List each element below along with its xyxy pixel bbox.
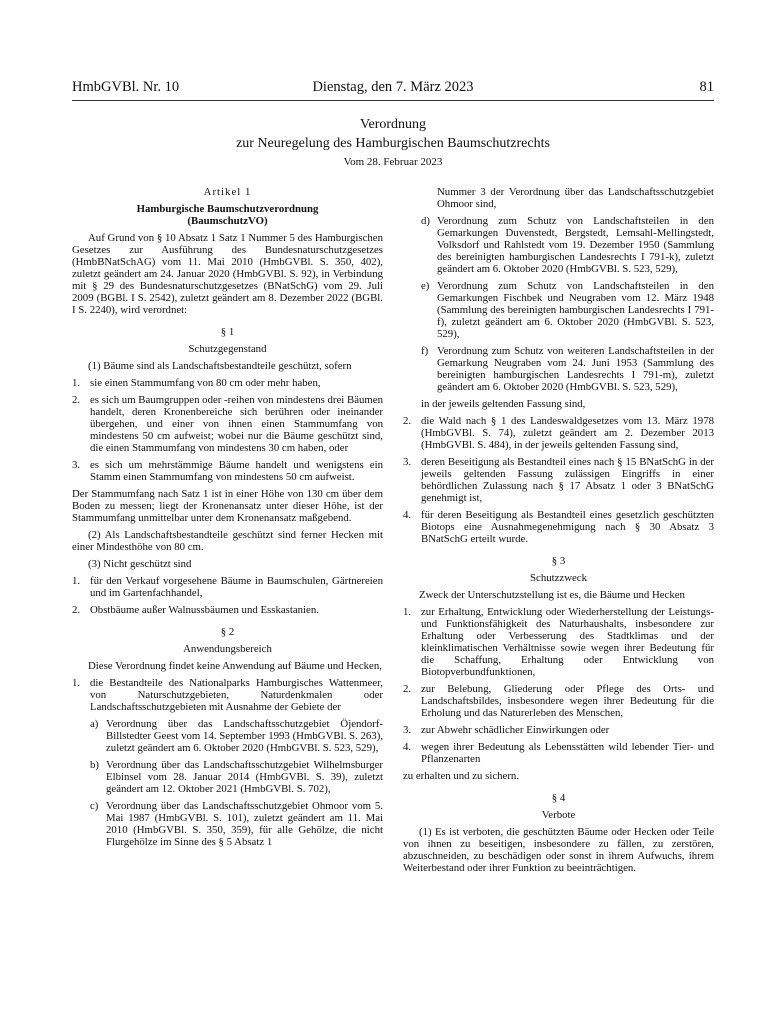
list-item: 3. zur Abwehr schädlicher Einwirkungen oder [403,724,610,736]
paragraph: Diese Verordnung findet keine Anwendung auf Bäume und Hecken, [88,660,382,672]
sub-list-item: d) Verordnung zum Schutz von Landschaftsteilen in den Gemarkungen Duvenstedt, Bergstedt, Lemsahl-Mellingstedt, Volksdorf und Rahlstedt vom 19. Dezember 1950 (Sammlung des bereinigten hamburgischen Landesrechts I 791-k), zuletzt geändert am 6. Oktober 2020 (HmbGVBl. S. 523, 529), [421,215,714,275]
section-number: § 2 [220,626,235,638]
paragraph: zu erhalten und zu sichern. [403,770,520,782]
issue-date: Dienstag, den 7. März 2023 [312,79,474,95]
sub-list-item: f) Verordnung zum Schutz von weiteren Landschaftsteilen in der Gemarkung Neugraben vom 24. Juni 1953 (Sammlung des bereinigten hamburgischen Landesrechts I 791-m), zuletzt geändert am 6. Oktober 2020 (HmbGVBl. S. 523, 529), [421,345,714,393]
right-column [403,186,714,879]
sub-list-item: e) Verordnung zum Schutz von Landschaftsteilen in den Gemarkungen Fischbek und Neugraben vom 12. März 1948 (Sammlung des bereinigten hamburgischen Landesrechts I 791-f), zuletzt geändert am 6. Oktober 2020 (HmbGVBl. S. 523, 529), [421,280,714,340]
list-item: 4. wegen ihrer Bedeutung als Lebensstätten wild lebender Tier- und Pflanzenarten [403,741,714,765]
left-column [72,186,383,853]
article-title: Hamburgische Baumschutzverordnung [136,203,319,215]
list-item: 2. die Wald nach § 1 des Landeswaldgesetzes vom 13. März 1978 (HmbGVBl. S. 74), zuletzt geändert am 2. Dezember 2013 (HmbGVBl. S. 484), in der jeweils geltenden Fassung sind, [403,415,714,451]
page-number: 81 [699,79,714,95]
continued-text: Nummer 3 der Verordnung über das Landschaftsschutzgebiet Ohmoor sind, [437,186,714,210]
article-title-abbrev: (BaumschutzVO) [187,215,268,227]
section-title: Schutzgegenstand [188,343,267,355]
document-subtitle: zur Neuregelung des Hamburgischen Baumschutzrechts [236,136,550,151]
section-number: § 1 [220,326,235,338]
section-title: Verbote [541,809,576,821]
document-date: Vom 28. Februar 2023 [343,156,443,168]
list-item: 1. die Bestandteile des Nationalparks Hamburgisches Wattenmeer, von Naturschutzgebieten, Naturdenkmalen oder Landschaftsschutzgebieten mit Ausnahme der Gebiete der [72,677,383,713]
list-item: 3. deren Beseitigung als Bestandteil eines nach § 15 BNatSchG in der jeweils geltenden Fassung zulässigen Eingriffs in einer behördlichen Zulassung nach § 17 Absatz 1 oder 3 BNatSchG genehmigt ist, [403,456,714,504]
sub-list-item: c) Verordnung über das Landschaftsschutzgebiet Ohmoor vom 5. Mai 1987 (HmbGVBl. S. 101), zuletzt geändert am 11. Mai 2010 (HmbGVBl. S. 350, 359), für alle Gehölze, die nicht Flurgehölze im Sinne des § 5 Absatz 1 [90,800,383,848]
preamble: Auf Grund von § 10 Absatz 1 Satz 1 Nummer 5 des Hamburgischen Gesetzes zur Ausführung des Bundesnaturschutzgesetzes (HmbBNatSchAG) vom 11. Mai 2010 (HmbGVBl. S. 350, 402), zuletzt geändert am 24. Januar 2020 (HmbGVBl. S. 92), in Verbindung mit § 29 des Bundesnaturschutzgesetzes (BNatSchG) vom 29. Juli 2009 (BGBl. I S. 2542), zuletzt geändert am 8. Dezember 2022 (BGBl. I S. 2240), wird verordnet: [72,232,383,316]
article-heading: Artikel 1 [203,186,252,198]
paragraph: (1) Bäume sind als Landschaftsbestandteile geschützt, sofern [88,360,352,372]
section-title: Schutzzweck [530,572,587,584]
list-item: 1. zur Erhaltung, Entwicklung oder Wiederherstellung der Leistungs- und Funktionsfähigkeit des Naturhaushalts, insbesondere zur Erhaltung oder Verbesserung des Stadtklimas und der kleinklimatischen Verhältnisse sowie wegen ihrer Bedeutung für die Schaffung, Erhaltung oder Entwicklung von Biotopverbundfunktionen, [403,606,714,678]
list-item: 4. für deren Beseitigung als Bestandteil eines gesetzlich geschützten Biotops eine Ausnahmegenehmigung nach § 30 Absatz 3 BNatSchG erteilt wurde. [403,509,714,545]
gazette-issue: HmbGVBl. Nr. 10 [72,79,180,95]
paragraph: Zweck der Unterschutzstellung ist es, die Bäume und Hecken [419,589,685,601]
section-title: Anwendungsbereich [183,643,272,655]
list-item: 3. es sich um mehrstämmige Bäume handelt und wenigstens ein Stamm einen Stammumfang von mindestens 50 cm aufweist. [72,459,383,483]
section-number: § 4 [551,792,566,804]
list-item: 2. es sich um Baumgruppen oder -reihen von mindestens drei Bäumen handelt, deren Kronenbereiche sich berühren oder ineinander übergehen, und einer von ihnen einen Stammumfang von mindestens 50 cm aufweist; wobei nur die Bäume geschützt sind, die einen Stammumfang von mindestens 30 cm haben, oder [72,394,383,454]
section-number: § 3 [551,555,566,567]
list-item: 1. sie einen Stammumfang von 80 cm oder mehr haben, [72,377,321,389]
paragraph: (1) Es ist verboten, die geschützten Bäume oder Hecken oder Teile von ihnen zu beseitigen, insbesondere zu fällen, zu zerstören, abzuschneiden, zu beschädigen oder sonst in ihrem Aufwuchs, ihrem Weiterbestand oder ihrer Funktion zu beeinträchtigen. [403,826,714,874]
document-title: Verordnung [359,117,427,132]
list-item: 1. für den Verkauf vorgesehene Bäume in Baumschulen, Gärtnereien und im Gartenfachhandel, [72,575,383,599]
paragraph: Der Stammumfang nach Satz 1 ist in einer Höhe von 130 cm über dem Boden zu messen; liegt der Kronenansatz unter dieser Höhe, ist der Stammumfang unmittelbar unter dem Kronenansatz maßgebend. [72,488,383,524]
header-rule [72,100,714,101]
list-item: 2. zur Belebung, Gliederung oder Pflege des Orts- und Landschaftsbildes, insbesondere wegen ihrer Bedeutung für die Erholung und das Naturerleben des Menschen, [403,683,714,719]
page-header [72,78,714,98]
sub-list-item: b) Verordnung über das Landschaftsschutzgebiet Wilhelmsburger Elbinsel vom 28. Januar 2014 (HmbGVBl. S. 39), zuletzt geändert am 12. Oktober 2021 (HmbGVBl. S. 702), [90,759,383,795]
paragraph: (2) Als Landschaftsbestandteile geschützt sind ferner Hecken mit einer Mindesthöhe von 80 cm. [72,529,383,553]
paragraph: (3) Nicht geschützt sind [88,558,192,570]
sub-list-item: a) Verordnung über das Landschaftsschutzgebiet Öjendorf-Billstedter Geest vom 14. September 1993 (HmbGVBl. S. 263), zuletzt geändert am 6. Oktober 2020 (HmbGVBl. S. 523, 529), [90,718,383,754]
list-item: 2. Obstbäume außer Walnussbäumen und Esskastanien. [72,604,319,616]
continued-text: in der jeweils geltenden Fassung sind, [421,398,586,410]
